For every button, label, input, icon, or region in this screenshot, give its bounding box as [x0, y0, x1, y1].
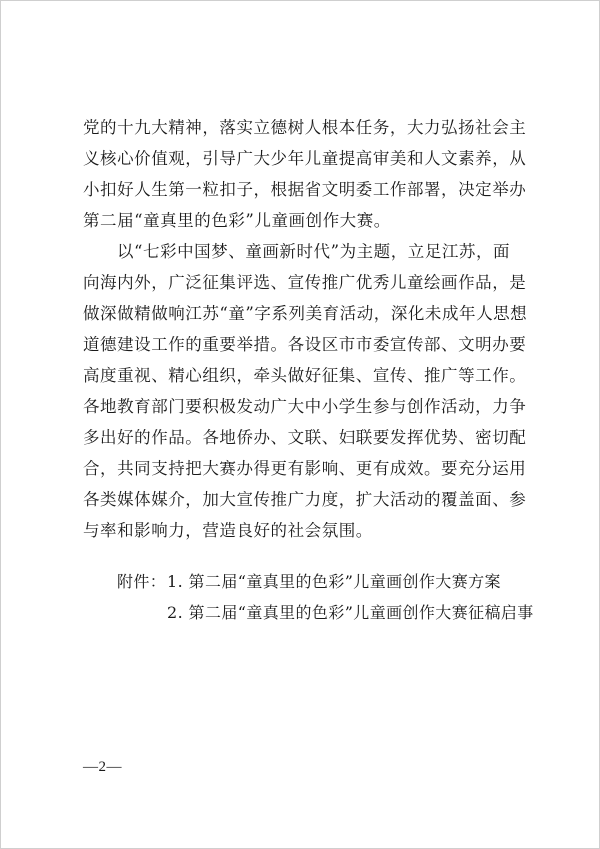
body-text-line: 小扣好人生第一粒扣子，根据省文明委工作部署，决定举办	[83, 180, 527, 199]
body-text-line: 高度重视、精心组织，牵头做好征集、宣传、推广等工作。	[83, 366, 527, 385]
body-text-line: 道德建设工作的重要举措。各设区市市委宣传部、文明办要	[83, 335, 527, 354]
body-text-line: 第二届“童真里的色彩”儿童画创作大赛。	[83, 211, 391, 230]
body-text-line: 多出好的作品。各地侨办、文联、妇联要发挥优势、密切配	[83, 428, 527, 447]
body-text-line: 与率和影响力，营造良好的社会氛围。	[83, 521, 373, 540]
body-text-line: 以“七彩中国梦、童画新时代”为主题，立足江苏，面	[117, 242, 511, 261]
page-number: —2—	[83, 759, 122, 775]
attachment-item: 1. 第二届“童真里的色彩”儿童画创作大赛方案	[167, 572, 501, 591]
body-text-line: 各地教育部门要积极发动广大中小学生参与创作活动，力争	[83, 397, 527, 416]
body-text-line: 合，共同支持把大赛办得更有影响、更有成效。要充分运用	[83, 459, 527, 478]
body-text-line: 向海内外，广泛征集评选、宣传推广优秀儿童绘画作品，是	[83, 273, 527, 292]
body-text-line: 义核心价值观，引导广大少年儿童提高审美和人文素养，从	[83, 149, 527, 168]
body-text-line: 做深做精做响江苏“童”字系列美育活动，深化未成年人思想	[83, 304, 528, 323]
attachment-label: 附件：	[117, 572, 167, 591]
body-text-line: 党的十九大精神，落实立德树人根本任务，大力弘扬社会主	[83, 118, 527, 137]
attachment-item: 2. 第二届“童真里的色彩”儿童画创作大赛征稿启事	[167, 603, 534, 622]
body-text-line: 各类媒体媒介，加大宣传推广力度，扩大活动的覆盖面、参	[83, 490, 527, 509]
